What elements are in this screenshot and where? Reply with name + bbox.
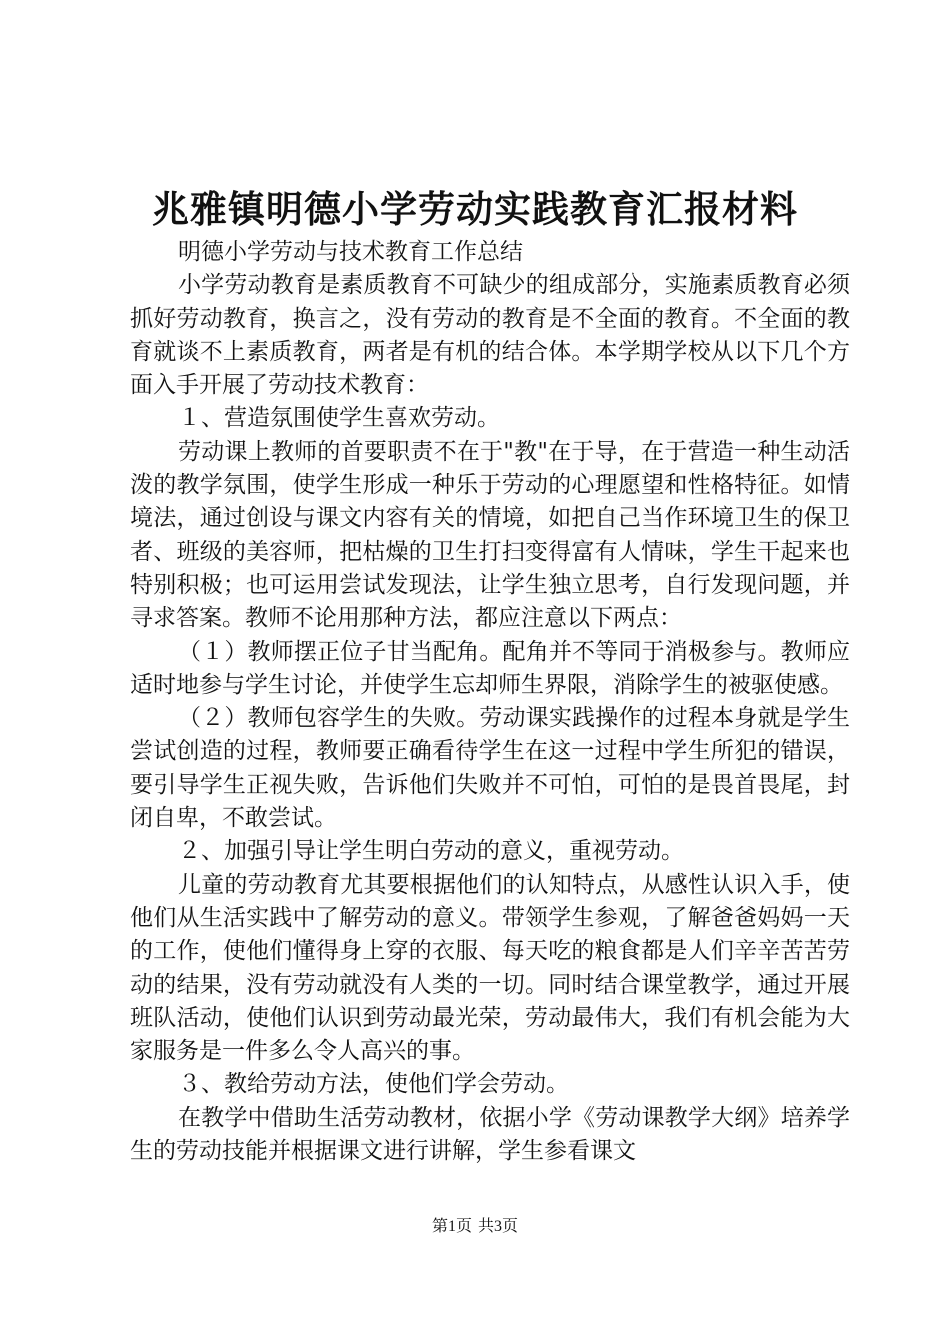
section-heading: １、营造氛围使学生喜欢劳动。 — [178, 405, 500, 432]
subtitle-paragraph: 明德小学劳动与技术教育工作总结 — [178, 239, 523, 265]
page-total: 共3页 — [478, 1218, 519, 1235]
section-heading: ２、加强引导让学生明白劳动的意义，重视劳动。 — [178, 838, 684, 865]
document-title: 兆雅镇明德小学劳动实践教育汇报材料 — [152, 188, 798, 231]
body-paragraph: 儿童的劳动教育尤其要根据他们的认知特点，从感性认识入手，使他们从生活实践中了解劳动的意义。带领学生参观，了解爸爸妈妈一天的工作，使他们懂得身上穿的衣服、每天吃的粮食都是人们辛辛苦苦劳动的结果，没有劳动就没有人类的一切。同时结合课堂教学，通过开展班队活动，使他们认识到劳动最光荣，劳动最伟大，我们有机会能为大家服务是一件多么令人高兴的事。 — [130, 871, 850, 1065]
section-heading: ３、教给劳动方法，使他们学会劳动。 — [178, 1071, 569, 1098]
page-number: 第1页 — [431, 1218, 472, 1235]
body-paragraph: 小学劳动教育是素质教育不可缺少的组成部分，实施素质教育必须抓好劳动教育，换言之，没有劳动的教育是不全面的教育。不全面的教育就谈不上素质教育，两者是有机的结合体。本学期学校从以下几个方面入手开展了劳动技术教育： — [130, 272, 850, 399]
body-paragraph: 在教学中借助生活劳动教材，依据小学《劳动课教学大纲》培养学生的劳动技能并根据课文进行讲解，学生参看课文 — [130, 1104, 850, 1165]
body-paragraph: （１）教师摆正位子甘当配角。配角并不等同于消极参与。教师应适时地参与学生讨论，并使学生忘却师生界限，消除学生的被驱使感。 — [130, 638, 850, 698]
body-paragraph: （２）教师包容学生的失败。劳动课实践操作的过程本身就是学生尝试创造的过程，教师要正确看待学生在这一过程中学生所犯的错误，要引导学生正视失败，告诉他们失败并不可怕，可怕的是畏首畏尾，封闭自卑，不敢尝试。 — [130, 705, 850, 832]
document-body — [130, 236, 850, 1168]
page-footer — [0, 1217, 950, 1237]
body-paragraph: 劳动课上教师的首要职责不在于"教"在于导，在于营造一种生动活泼的教学氛围，使学生形成一种乐于劳动的心理愿望和性格特征。如情境法，通过创设与课文内容有关的情境，如把自己当作环境卫生的保卫者、班级的美容师，把枯燥的卫生打扫变得富有人情味，学生干起来也特别积极；也可运用尝试发现法，让学生独立思考，自行发现问题，并寻求答案。教师不论用那种方法，都应注意以下两点： — [130, 438, 850, 632]
